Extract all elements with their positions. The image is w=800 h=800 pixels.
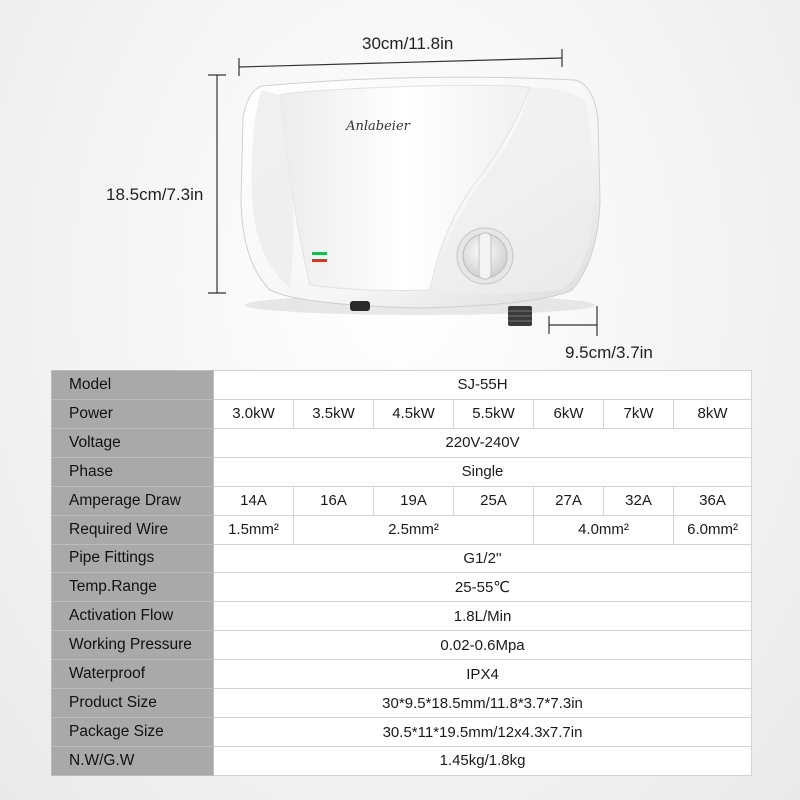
table-row [52,371,752,400]
spec-label-wire: Required Wire [52,515,214,544]
spec-value-amperage: 36A [674,486,752,515]
spec-value-pressure: 0.02-0.6Mpa [214,631,752,660]
power-indicator-green [312,252,327,255]
table-row [52,428,752,457]
table-row [52,573,752,602]
spec-value-flow: 1.8L/Min [214,602,752,631]
table-row [52,399,752,428]
table-row [52,457,752,486]
product-illustration-area [0,0,800,370]
spec-value-amperage: 32A [604,486,674,515]
spec-label-pressure: Working Pressure [52,631,214,660]
spec-label-weight: N.W/G.W [52,746,214,775]
temperature-knob-icon [457,228,513,284]
dimension-height-label: 18.5cm/7.3in [106,185,204,204]
spec-value-phase: Single [214,457,752,486]
spec-label-power: Power [52,399,214,428]
spec-value-waterproof: IPX4 [214,660,752,689]
spec-value-wire: 2.5mm² [294,515,534,544]
spec-label-package-size: Package Size [52,718,214,747]
spec-label-temp: Temp.Range [52,573,214,602]
spec-value-product-size: 30*9.5*18.5mm/11.8*3.7*7.3in [214,689,752,718]
spec-value-amperage: 25A [454,486,534,515]
dimension-width-label: 30cm/11.8in [362,34,454,53]
spec-value-power: 8kW [674,399,752,428]
spec-label-amperage: Amperage Draw [52,486,214,515]
spec-value-wire: 4.0mm² [534,515,674,544]
table-row [52,631,752,660]
spec-value-pipe: G1/2'' [214,544,752,573]
spec-value-amperage: 27A [534,486,604,515]
spec-value-power: 6kW [534,399,604,428]
spec-value-power: 7kW [604,399,674,428]
spec-value-power: 5.5kW [454,399,534,428]
spec-label-flow: Activation Flow [52,602,214,631]
inlet-pipe-right [508,306,532,326]
spec-value-power: 4.5kW [374,399,454,428]
table-row [52,689,752,718]
spec-value-model: SJ-55H [214,371,752,400]
spec-value-amperage: 16A [294,486,374,515]
table-row [52,515,752,544]
spec-label-voltage: Voltage [52,428,214,457]
spec-label-waterproof: Waterproof [52,660,214,689]
spec-value-weight: 1.45kg/1.8kg [214,746,752,775]
outlet-pipe-left [350,301,370,311]
table-row [52,718,752,747]
dimension-height-line [208,75,226,293]
table-row [52,660,752,689]
spec-label-model: Model [52,371,214,400]
power-indicator-red [312,259,327,262]
spec-value-amperage: 19A [374,486,454,515]
spec-value-power: 3.5kW [294,399,374,428]
dimension-depth-label: 9.5cm/3.7in [565,343,653,362]
table-row [52,746,752,775]
spec-value-power: 3.0kW [214,399,294,428]
table-row [52,486,752,515]
spec-label-phase: Phase [52,457,214,486]
spec-value-amperage: 14A [214,486,294,515]
table-row [52,544,752,573]
spec-value-wire: 1.5mm² [214,515,294,544]
brand-logo: Anlabeier [346,119,410,134]
spec-value-temp: 25-55℃ [214,573,752,602]
spec-value-wire: 6.0mm² [674,515,752,544]
spec-table [51,370,752,776]
spec-value-package-size: 30.5*11*19.5mm/12x4.3x7.7in [214,718,752,747]
spec-value-voltage: 220V-240V [214,428,752,457]
spec-label-product-size: Product Size [52,689,214,718]
spec-label-pipe: Pipe Fittings [52,544,214,573]
table-row [52,602,752,631]
